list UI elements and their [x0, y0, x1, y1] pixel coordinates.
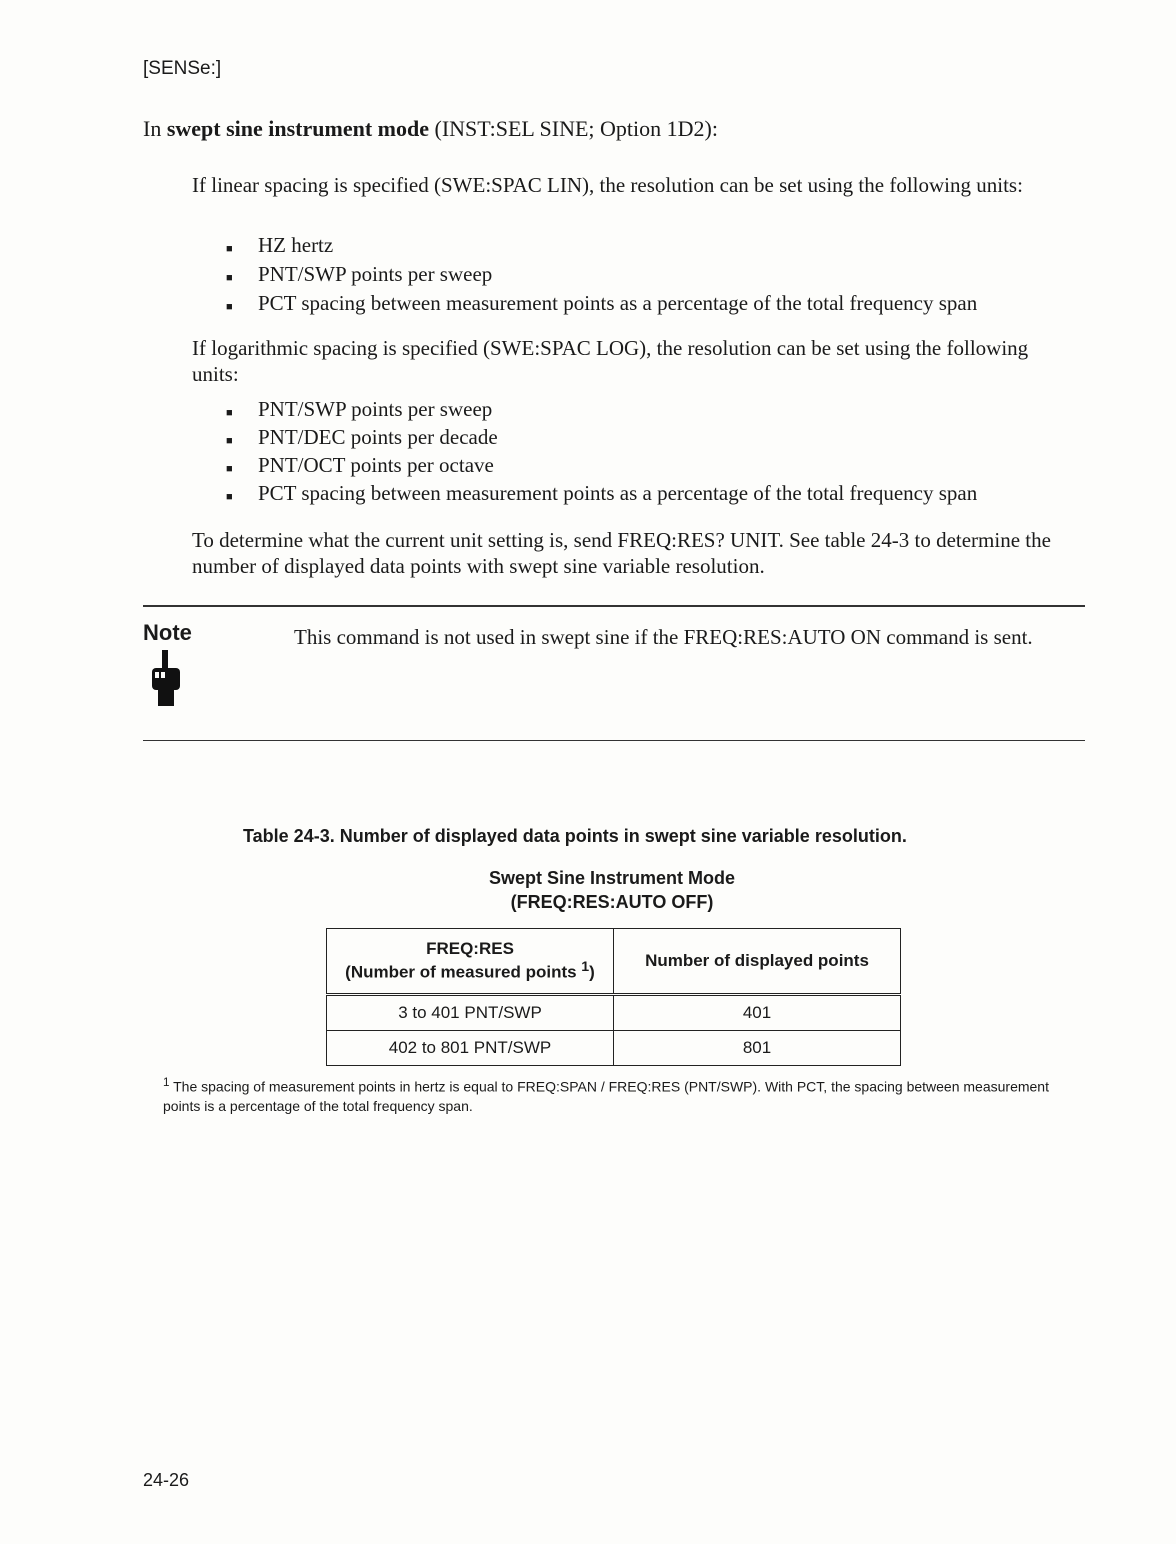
list-item: ■ PCT spacing between measurement points as a percentage of the total frequency span — [226, 289, 977, 318]
intro-suffix: (INST:SEL SINE; Option 1D2): — [429, 116, 718, 141]
table-row — [327, 995, 901, 1031]
intro-line — [143, 116, 718, 142]
header-cell-displayed: Number of displayed points — [614, 929, 901, 995]
intro-prefix: In — [143, 116, 167, 141]
table-footnote — [163, 1073, 1063, 1116]
log-paragraph: If logarithmic spacing is specified (SWE:SPAC LOG), the resolution can be set using the following units: — [192, 336, 1029, 386]
table-cell: 402 to 801 PNT/SWP — [327, 1031, 614, 1066]
list-item: ■ HZ hertz — [226, 231, 977, 260]
list-item: ■ PNT/OCT points per octave — [226, 451, 977, 479]
header-footnote-mark: 1 — [581, 959, 590, 976]
list-item: ■ PNT/SWP points per sweep — [226, 260, 977, 289]
table-header-row — [327, 929, 901, 995]
header-line1: FREQ:RES — [426, 939, 514, 959]
footnote-text: The spacing of measurement points in hertz is equal to FREQ:SPAN / FREQ:RES (PNT/SWP). With PCT, the spacing between measurement points is a percentage of the total frequency span. — [163, 1078, 1049, 1114]
table-subtitle — [400, 866, 824, 914]
intro-bold: swept sine instrument mode — [166, 116, 429, 141]
table-cell: 3 to 401 PNT/SWP — [327, 995, 614, 1031]
table-subtitle-line2: (FREQ:RES:AUTO OFF) — [510, 892, 714, 912]
log-units-list — [226, 395, 977, 507]
header-cell-measured — [327, 929, 614, 995]
table-cell: 401 — [614, 995, 901, 1031]
list-item: ■ PNT/DEC points per decade — [226, 423, 977, 451]
table-caption: Table 24-3. Number of displayed data points in swept sine variable resolution. — [243, 826, 907, 846]
linear-paragraph: If linear spacing is specified (SWE:SPAC LIN), the resolution can be set using the following units: — [192, 173, 1023, 197]
table-row — [327, 1031, 901, 1066]
header-line2-close: ) — [589, 962, 595, 982]
running-header: [SENSe:] — [143, 58, 222, 79]
note-top-rule — [143, 605, 1085, 607]
footnote-mark: 1 — [163, 1076, 170, 1089]
table-subtitle-line1: Swept Sine Instrument Mode — [488, 868, 736, 888]
table-cell: 801 — [614, 1031, 901, 1066]
list-item: ■ PNT/SWP points per sweep — [226, 395, 977, 423]
resolution-table — [326, 928, 901, 1066]
note-label: Note — [143, 620, 192, 645]
determine-paragraph: To determine what the current unit setting is, send FREQ:RES? UNIT. See table 24-3 to determine the number of displayed data points with swept sine variable resolution. — [192, 528, 1051, 578]
linear-units-list — [226, 231, 977, 318]
header-line2 — [327, 959, 613, 983]
list-item: ■ PCT spacing between measurement points as a percentage of the total frequency span — [226, 479, 977, 507]
page-number: 24-26 — [143, 1470, 190, 1490]
header-line2-text: (Number of measured points — [345, 962, 582, 982]
note-text: This command is not used in swept sine if the FREQ:RES:AUTO ON command is sent. — [294, 625, 1033, 649]
note-bottom-rule — [143, 740, 1085, 741]
pointing-hand-icon — [149, 650, 183, 713]
